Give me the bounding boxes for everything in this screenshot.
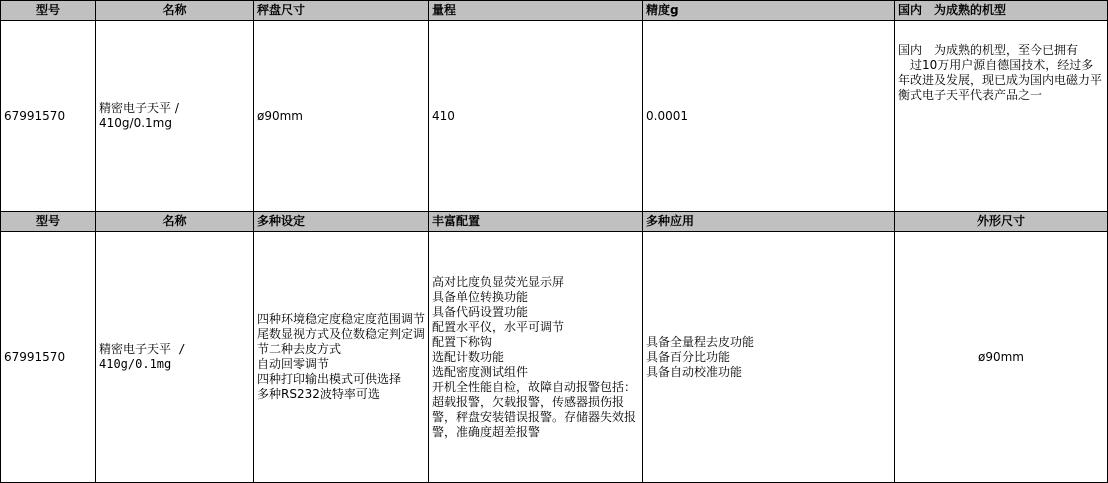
header-row-1 — [1, 1, 1108, 21]
cell-precision: 0.0001 — [643, 21, 895, 212]
cell-name: 精密电子天平 / 410g/0.1mg — [96, 21, 254, 212]
cell-pan-size: ø90mm — [254, 21, 429, 212]
cell-name-2: 精密电子天平 / 410g/0.1mg — [96, 232, 254, 483]
cell-settings: 四种环境稳定度稳定度范围调节尾数显视方式及位数稳定判定调节二种去皮方式 自动回零调节 四种打印输出模式可供选择 多种RS232波特率可选 — [254, 232, 429, 483]
col-header-applications: 多种应用 — [643, 212, 895, 232]
cell-capacity: 410 — [429, 21, 643, 212]
col-header-dimensions: 外形尺寸 — [895, 212, 1108, 232]
col-header-capacity: 量程 — [429, 1, 643, 21]
col-header-name: 名称 — [96, 1, 254, 21]
cell-dimensions: ø90mm — [895, 232, 1108, 483]
cell-intro: 国内 为成熟的机型，至今已拥有 过10万用户源自德国技术，经过多年改进及发展，现已成为国内电磁力平衡式电子天平代表产品之一 — [895, 21, 1108, 212]
cell-model-2: 67991570 — [1, 232, 96, 483]
col-header-config: 丰富配置 — [429, 212, 643, 232]
table-row — [1, 21, 1108, 212]
table-row — [1, 232, 1108, 483]
col-header-precision: 精度g — [643, 1, 895, 21]
cell-config: 高对比度负显荧光显示屏 具备单位转换功能 具备代码设置功能 配置水平仪，水平可调节 配置下称钩 选配计数功能 选配密度测试组件 开机全性能自检，故障自动报警包括：超载报警，欠载报警，传感器损伤报警，秤盘安装错误报警。存储器失效报警，准确度超差报警 — [429, 232, 643, 483]
header-row-2 — [1, 212, 1108, 232]
col-header-pan-size: 秤盘尺寸 — [254, 1, 429, 21]
cell-applications: 具备全量程去皮功能 具备百分比功能 具备自动校准功能 — [643, 232, 895, 483]
col-header-model: 型号 — [1, 1, 96, 21]
cell-model: 67991570 — [1, 21, 96, 212]
col-header-name-2: 名称 — [96, 212, 254, 232]
col-header-settings: 多种设定 — [254, 212, 429, 232]
col-header-model-2: 型号 — [1, 212, 96, 232]
col-header-intro: 国内 为成熟的机型 — [895, 1, 1108, 21]
